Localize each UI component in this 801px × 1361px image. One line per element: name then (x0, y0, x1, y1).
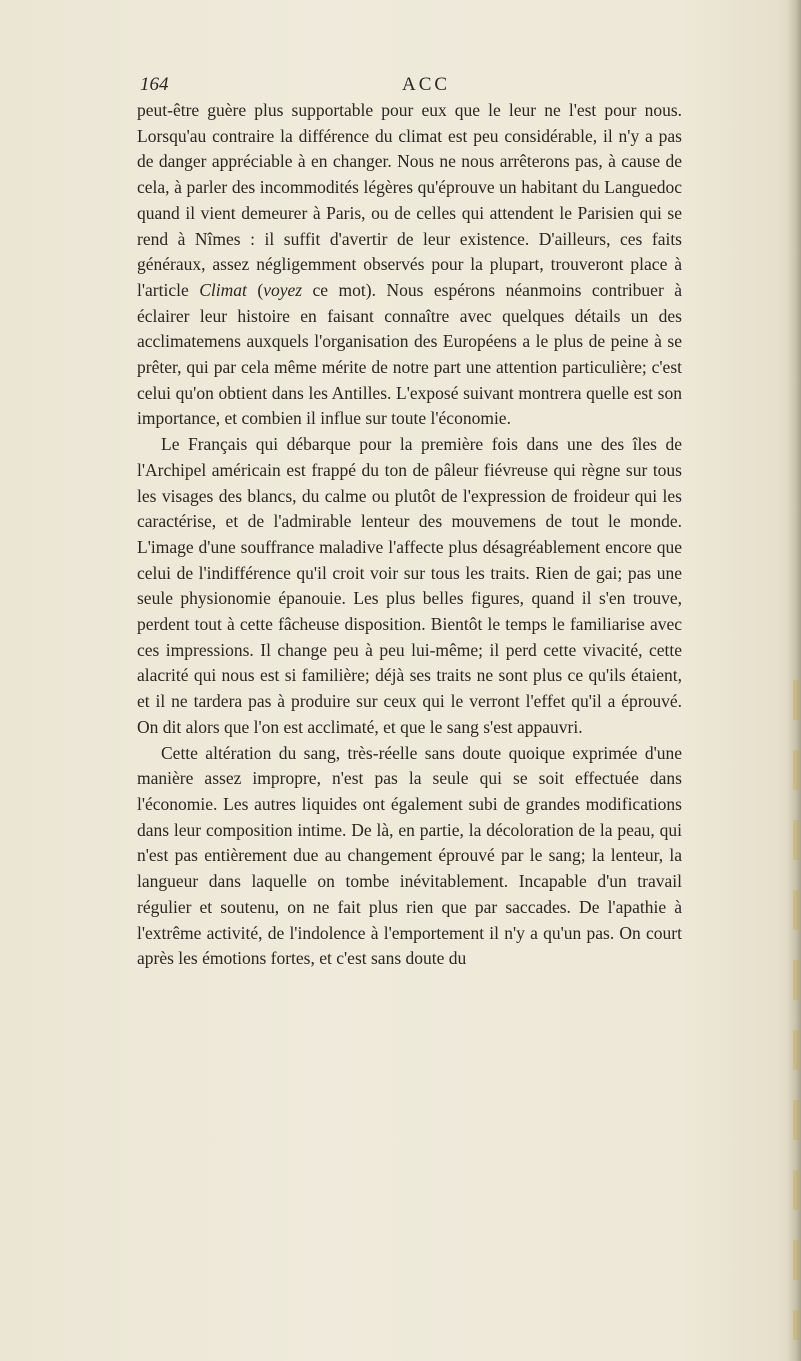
paragraph-1 (137, 98, 682, 432)
paragraph-1-italic-climat: Climat (199, 279, 247, 300)
paragraph-1-text-a: peut-être guère plus supportable pour eux que le leur ne l'est pour nous. Lorsqu'au contraire la différence du climat est peu considérable, il n'y a pas de danger appréciable à en changer. Nous ne nous arrêterons pas, à cause de cela, à parler des incommodités légères qu'éprouve un habitant du Languedoc quand il vient demeurer à Paris, ou de celles qui attendent le Parisien qui se rend à Nîmes : il suffit d'avertir de leur existence. D'ailleurs, ces faits généraux, assez négligemment observés pour la plupart, trouveront place à l'article (137, 100, 682, 300)
paragraph-1-text-b: ( (246, 279, 264, 300)
body-text (137, 98, 682, 972)
running-head: ACC (402, 74, 451, 95)
page-number: 164 (140, 74, 169, 95)
page-header (140, 74, 680, 100)
page-edge-stain (793, 680, 799, 1340)
paragraph-1-text-c: ce mot). Nous espérons néanmoins contribuer à éclairer leur histoire en faisant connaître avec quelques détails un des acclimatemens auxquels l'organisation des Européens a le plus de peine à se prêter, qui par cela même mérite de notre part une attention particulière; c'est celui qu'on obtient dans les Antilles. L'exposé suivant montrera quelle est son importance, et combien il influe sur toute l'économie. (137, 279, 683, 429)
paragraph-1-italic-voyez: voyez (263, 279, 303, 300)
paragraph-2: Le Français qui débarque pour la première fois dans une des îles de l'Archipel américain est frappé du ton de pâleur fiévreuse qui règne sur tous les visages des blancs, du calme ou plutôt de l'expression de froideur qui les caractérise, et de l'admirable lenteur des mouvemens de tout le monde. L'image d'une souffrance maladive l'affecte plus désagréablement encore que celui de l'indifférence qu'il croit voir sur tous les traits. Rien de gai; pas une seule physionomie épanouie. Les plus belles figures, quand il s'en trouve, perdent tout à cette fâcheuse disposition. Bientôt le temps le familiarise avec ces impressions. Il change peu à peu lui-même; il perd cette vivacité, cette alacrité qui nous est si familière; déjà ses traits ne sont plus ce qu'ils étaient, et il ne tardera pas à produire sur ceux qui le verront l'effet qu'il a éprouvé. On dit alors que l'on est acclimaté, et que le sang s'est appauvri. (137, 434, 682, 737)
paragraph-3: Cette altération du sang, très-réelle sans doute quoique exprimée d'une manière assez impropre, n'est pas la seule qui se soit effectuée dans l'économie. Les autres liquides ont également subi de grandes modifications dans leur composition intime. De là, en partie, la décoloration de la peau, qui n'est pas entièrement due au changement éprouvé par le sang; la lenteur, la langueur dans laquelle on tombe inévitablement. Incapable d'un travail régulier et soutenu, on ne fait plus rien que par saccades. De l'apathie à l'extrême activité, de l'indolence à l'emportement il n'y a qu'un pas. On court après les émotions fortes, et c'est sans doute du (137, 742, 682, 969)
